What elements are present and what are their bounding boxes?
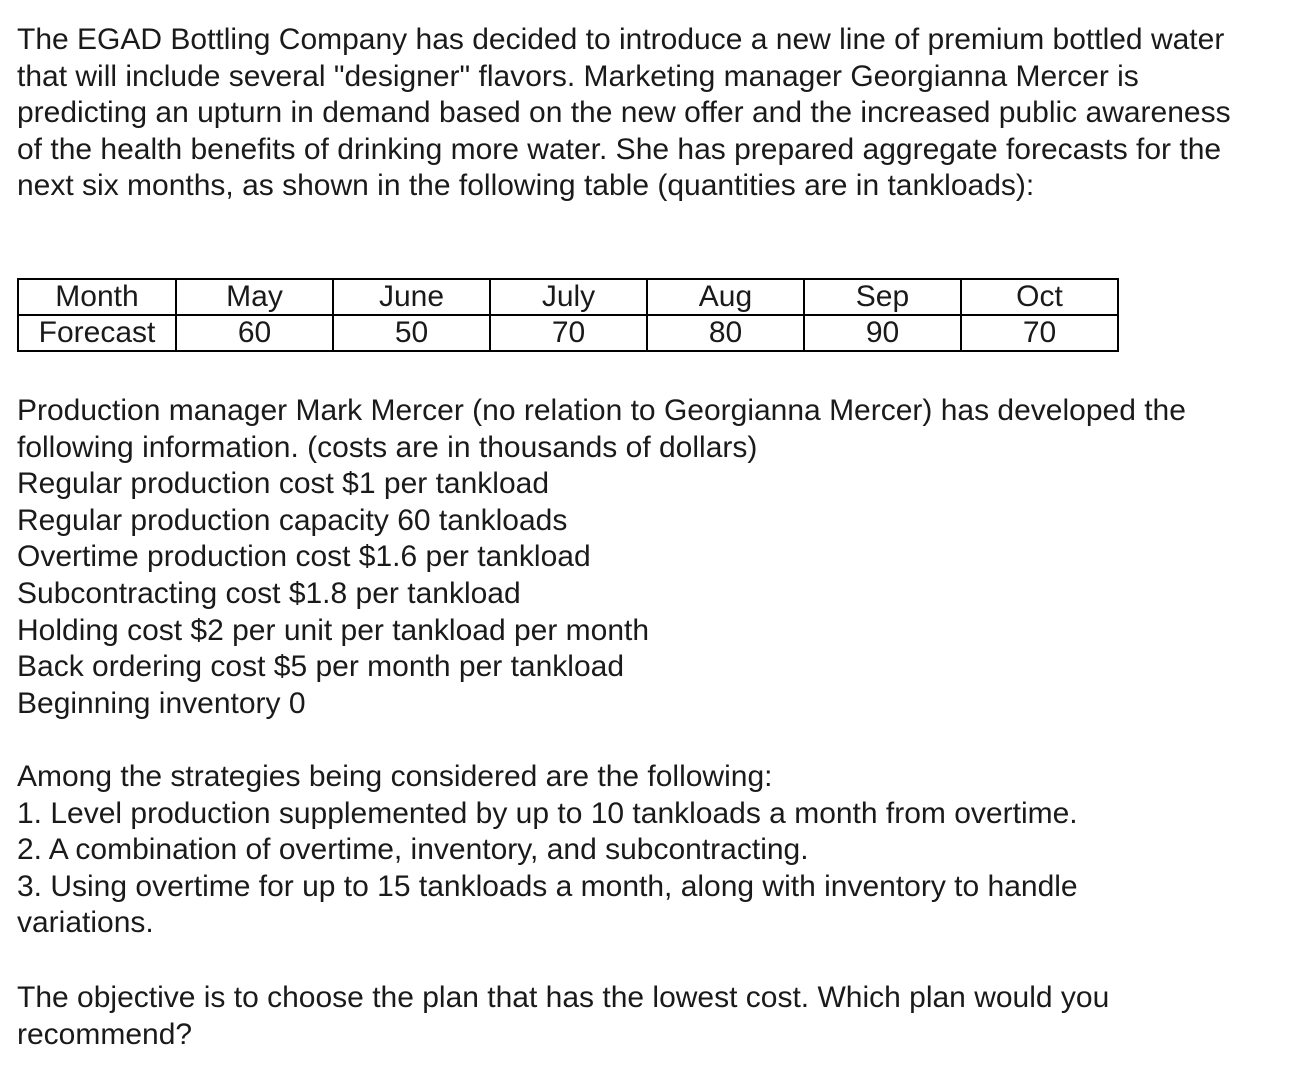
month-cell: July [490, 279, 647, 315]
production-item: Holding cost $2 per unit per tankload per month [17, 613, 650, 647]
month-cell: Sep [804, 279, 961, 315]
production-item: Subcontracting cost $1.8 per tankload [17, 576, 521, 610]
strategy-item: 3. Using overtime for up to 15 tankloads a month, along with inventory to handle [17, 869, 1078, 903]
strategies-list [17, 759, 1078, 942]
forecast-cell: 70 [490, 315, 647, 351]
forecast-table [17, 278, 1119, 352]
month-cell: May [176, 279, 333, 315]
production-item: Regular production cost $1 per tankload [17, 467, 550, 501]
forecast-cell: 90 [804, 315, 961, 351]
production-item: Beginning inventory 0 [17, 686, 306, 720]
objective-line: The objective is to choose the plan that has the lowest cost. Which plan would you [17, 981, 1110, 1014]
strategy-item: 1. Level production supplemented by up to 10 tankloads a month from overtime. [17, 796, 1078, 830]
objective-paragraph [17, 980, 1109, 1053]
production-intro-line: Production manager Mark Mercer (no relation to Georgianna Mercer) has developed the [17, 394, 1186, 427]
month-cell: June [333, 279, 490, 315]
forecast-cell: 70 [961, 315, 1118, 351]
month-cell: Aug [647, 279, 804, 315]
production-item: Regular production capacity 60 tankloads [17, 503, 568, 537]
production-item: Back ordering cost $5 per month per tankload [17, 650, 625, 684]
month-cell: Oct [961, 279, 1118, 315]
strategy-item: 2. A combination of overtime, inventory, and subcontracting. [17, 833, 809, 867]
row-label-month: Month [18, 279, 176, 315]
table-row-forecast [18, 315, 1118, 351]
intro-paragraph: The EGAD Bottling Company has decided to introduce a new line of premium bottled water that will include several "designer" flavors. Marketing manager Georgianna Mercer is predicting an upturn in demand based on the new offer and the increased public awareness of the health benefits of drinking more water. She has prepared aggregate forecasts for the next six months, as shown in the following table (quantities are in tankloads): [17, 23, 1231, 203]
objective-line: recommend? [17, 1017, 193, 1051]
table-row-month [18, 279, 1118, 315]
strategy-item-continuation: variations. [17, 906, 154, 940]
production-intro-line: following information. (costs are in thousands of dollars) [17, 430, 758, 464]
forecast-cell: 50 [333, 315, 490, 351]
row-label-forecast: Forecast [18, 315, 176, 351]
production-item: Overtime production cost $1.6 per tankload [17, 540, 591, 574]
production-info [17, 393, 1186, 722]
strategies-heading: Among the strategies being considered are the following: [17, 760, 773, 793]
document [17, 22, 1287, 205]
forecast-cell: 80 [647, 315, 804, 351]
forecast-cell: 60 [176, 315, 333, 351]
